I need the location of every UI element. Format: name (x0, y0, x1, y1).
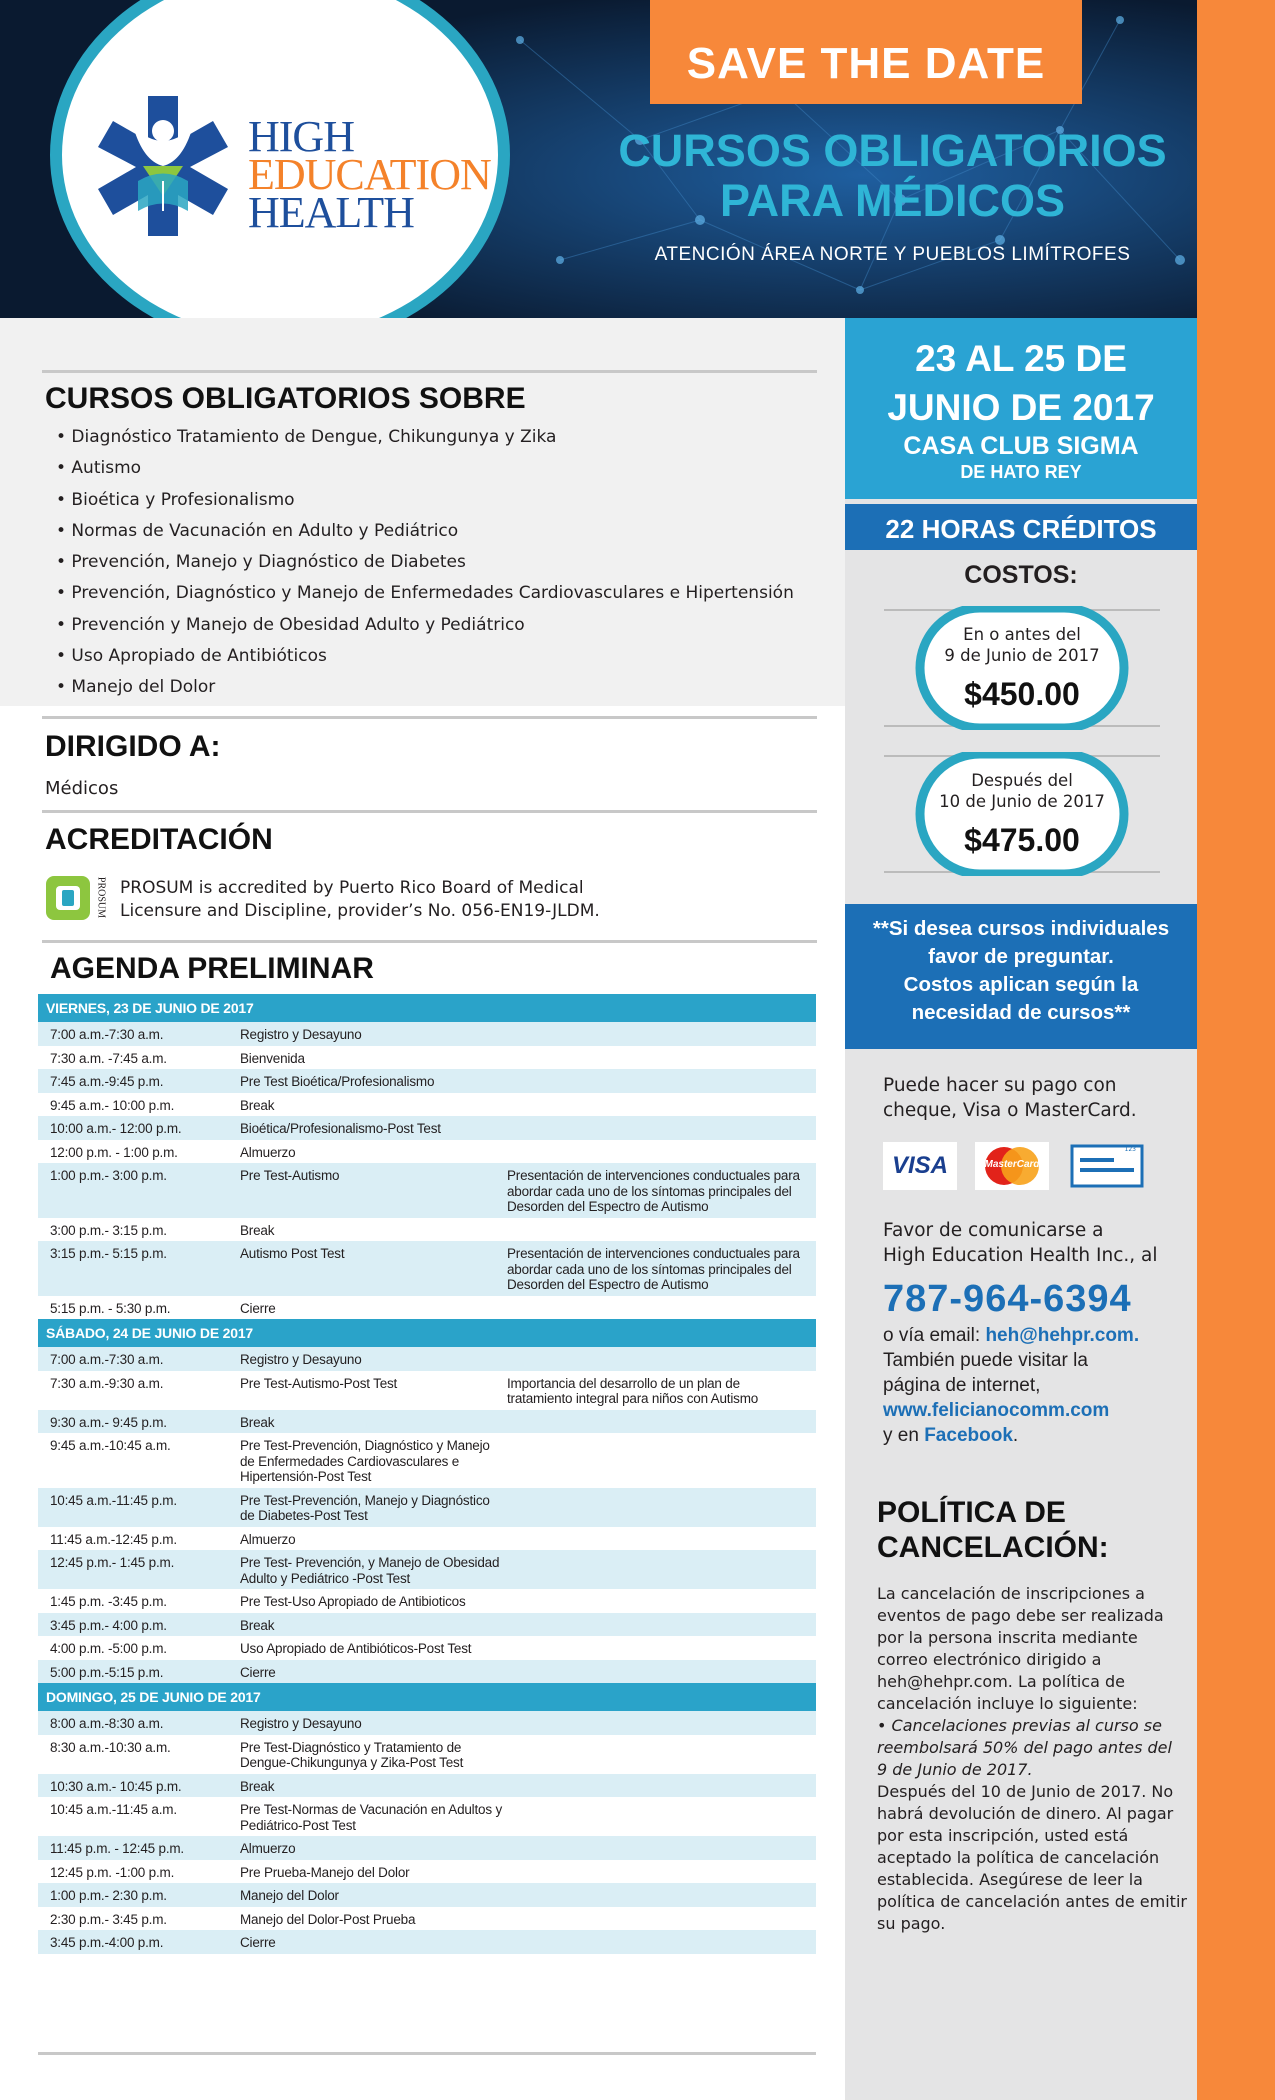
cancellation-policy (877, 1583, 1187, 1935)
list-item: • Diagnóstico Tratamiento de Dengue, Chikungunya y Zika (56, 427, 557, 447)
event-title (600, 126, 1185, 226)
agenda-time: 10:45 a.m.-11:45 p.m. (50, 1492, 177, 1508)
agenda-note (507, 1121, 807, 1137)
individual-note-line4: necesidad de cursos** (911, 1001, 1131, 1024)
agenda-activity: Pre Test-Uso Apropiado de Antibioticos (240, 1594, 466, 1609)
list-item: • Prevención, Diagnóstico y Manejo de Enfermedades Cardiovasculares e Hipertensión (56, 583, 794, 604)
agenda-note (507, 1912, 807, 1928)
agenda-note (507, 1740, 807, 1771)
agenda-time: 3:45 p.m.- 4:00 p.m. (50, 1617, 167, 1633)
agenda-activity: Almuerzo (240, 1531, 296, 1547)
individual-courses-note (845, 904, 1197, 1049)
agenda-note (507, 1415, 807, 1431)
visa-label: VISA (891, 1152, 948, 1179)
agenda-day-header: SÁBADO, 24 DE JUNIO DE 2017 (38, 1319, 816, 1347)
late-price-label2: 10 de Junio de 2017 (939, 792, 1105, 811)
early-price-label2: 9 de Junio de 2017 (944, 646, 1100, 665)
list-item: • Uso Apropiado de Antibióticos (56, 646, 327, 667)
logo-line-high: HIGH (248, 112, 354, 161)
visit-line1: También puede visitar la (883, 1350, 1088, 1371)
email-link[interactable]: heh@hehpr.com. (985, 1325, 1140, 1346)
agenda-note (507, 1841, 807, 1857)
event-date (845, 318, 1197, 432)
agenda-day-header: DOMINGO, 25 DE JUNIO DE 2017 (38, 1683, 816, 1711)
accreditation-line2: Licensure and Discipline, provider’s No. 056-EN19-JLDM. (120, 901, 600, 921)
agenda-row (38, 1241, 816, 1296)
agenda-time: 7:30 a.m.-9:30 a.m. (50, 1375, 164, 1391)
agenda-activity: Almuerzo (240, 1144, 296, 1160)
mastercard-icon (975, 1142, 1049, 1190)
contact-line1: Favor de comunicarse a (883, 1220, 1104, 1241)
agenda-row (38, 1488, 816, 1527)
agenda-note (507, 1532, 807, 1548)
prosum-logo-label: PROSUM (95, 876, 107, 919)
payment-line2: cheque, Visa o MasterCard. (883, 1100, 1137, 1121)
event-date-line2: JUNIO DE 2017 (887, 387, 1155, 428)
agenda-row (38, 1836, 816, 1860)
agenda-activity: Break (240, 1222, 275, 1238)
late-price-badge (884, 752, 1160, 876)
agenda-activity: Break (240, 1778, 275, 1794)
agenda-note (507, 1493, 807, 1524)
late-price-amount: $475.00 (964, 822, 1080, 858)
agenda-activity: Bienvenida (240, 1050, 305, 1066)
logo-line-health: HEALTH (248, 188, 414, 237)
individual-note-line1: **Si desea cursos individuales (872, 917, 1170, 940)
agenda-row (38, 1860, 816, 1884)
payment-line1: Puede hacer su pago con (883, 1075, 1117, 1096)
agenda-time: 10:00 a.m.- 12:00 p.m. (50, 1121, 182, 1136)
agenda-activity: Pre Test-Diagnóstico y Tratamiento de Dengue-Chikungunya y Zika-Post Test (240, 1739, 464, 1770)
agenda-activity: Cierre (240, 1300, 276, 1316)
agenda-note (507, 1098, 807, 1114)
medical-star-logo-icon (88, 96, 238, 236)
agenda-activity: Cierre (240, 1664, 276, 1680)
event-venue: CASA CLUB SIGMA (903, 432, 1139, 460)
agenda-row (38, 1410, 816, 1434)
agenda-day-header: VIERNES, 23 DE JUNIO DE 2017 (38, 994, 816, 1022)
agenda-activity: Pre Prueba-Manejo del Dolor (240, 1864, 410, 1880)
list-item: • Bioética y Profesionalismo (56, 489, 295, 510)
agenda-time: 7:00 a.m.-7:30 a.m. (50, 1027, 164, 1042)
contact-line2: High Education Health Inc., al (883, 1245, 1158, 1266)
agenda-title: AGENDA PRELIMINAR (50, 952, 374, 985)
agenda-activity: Bioética/Profesionalismo-Post Test (240, 1121, 441, 1136)
divider (38, 2052, 816, 2055)
agenda-note (507, 1223, 807, 1239)
agenda-activity: Registro y Desayuno (240, 1716, 362, 1731)
agenda-time: 3:00 p.m.- 3:15 p.m. (50, 1222, 167, 1238)
agenda-activity: Pre Test-Autismo-Post Test (240, 1375, 398, 1391)
agenda-note (507, 1779, 807, 1795)
agenda-time: 10:45 a.m.-11:45 a.m. (50, 1802, 177, 1817)
agenda-note (507, 1074, 807, 1090)
courses-title: CURSOS OBLIGATORIOS SOBRE (45, 382, 526, 415)
list-item: • Normas de Vacunación en Adulto y Pediátrico (56, 520, 459, 541)
agenda-time: 4:00 p.m. -5:00 p.m. (50, 1641, 167, 1656)
agenda-activity: Almuerzo (240, 1841, 296, 1856)
mastercard-label: MasterCard (984, 1159, 1040, 1170)
agenda-note (507, 1618, 807, 1634)
agenda-note (507, 1935, 807, 1951)
agenda-table (38, 994, 816, 1954)
accreditation-line1: PROSUM is accredited by Puerto Rico Board of Medical (120, 878, 584, 898)
check-number: 123 (1124, 1146, 1136, 1153)
acreditacion-title: ACREDITACIÓN (45, 823, 273, 856)
agenda-row (38, 1711, 816, 1735)
agenda-time: 12:00 p.m. - 1:00 p.m. (50, 1144, 178, 1160)
agenda-time: 11:45 a.m.-12:45 p.m. (50, 1531, 177, 1547)
divider (42, 716, 817, 719)
agenda-time: 3:45 p.m.-4:00 p.m. (50, 1935, 164, 1950)
agenda-row (38, 1660, 816, 1684)
agenda-activity: Uso Apropiado de Antibióticos-Post Test (240, 1641, 472, 1656)
agenda-time: 9:45 a.m.-10:45 a.m. (50, 1438, 171, 1453)
agenda-row (38, 1046, 816, 1070)
agenda-note (507, 1802, 807, 1833)
agenda-row (38, 1589, 816, 1613)
agenda-row (38, 1774, 816, 1798)
event-date-line1: 23 AL 25 DE (915, 338, 1127, 379)
agenda-time: 12:45 p.m. -1:00 p.m. (50, 1864, 175, 1880)
agenda-row (38, 1140, 816, 1164)
agenda-row (38, 1907, 816, 1931)
policy-paragraph: La cancelación de inscripciones a eventos de pago debe ser realizada por la persona inscrita mediante correo electrónico dirigido a heh@hehpr.com. La política de cancelación incluye lo siguiente: (877, 1584, 1164, 1713)
agenda-activity: Manejo del Dolor (240, 1888, 339, 1903)
agenda-row (38, 1636, 816, 1660)
agenda-row (38, 1022, 816, 1046)
date-box (845, 318, 1197, 499)
agenda-time: 1:45 p.m. -3:45 p.m. (50, 1594, 167, 1609)
orange-side-strip (1197, 0, 1275, 2100)
agenda-row (38, 1093, 816, 1117)
agenda-activity: Pre Test- Prevención, y Manejo de Obesidad Adulto y Pediátrico -Post Test (240, 1555, 500, 1586)
divider (42, 940, 817, 943)
agenda-activity: Break (240, 1617, 275, 1633)
agenda-row (38, 1296, 816, 1320)
agenda-note: Presentación de intervenciones conductuales para abordar cada uno de los síntomas principales del Desorden del Espectro de Autismo (507, 1168, 800, 1214)
event-subtitle: ATENCIÓN ÁREA NORTE Y PUEBLOS LIMÍTROFES (654, 244, 1131, 265)
agenda-row (38, 1613, 816, 1637)
agenda-time: 10:30 a.m.- 10:45 p.m. (50, 1778, 182, 1794)
agenda-time: 1:00 p.m.- 2:30 p.m. (50, 1888, 167, 1903)
list-item: • Prevención, Manejo y Diagnóstico de Diabetes (56, 552, 466, 573)
agenda-note (507, 1888, 807, 1904)
list-item: • Autismo (56, 458, 142, 479)
agenda-time: 5:00 p.m.-5:15 p.m. (50, 1664, 164, 1680)
save-the-date-banner: SAVE THE DATE (650, 0, 1082, 104)
early-price-badge (884, 606, 1160, 730)
check-icon (1070, 1142, 1144, 1190)
event-venue-location: DE HATO REY (960, 462, 1082, 482)
logo-wordmark (248, 112, 491, 237)
agenda-row (38, 1069, 816, 1093)
email-prefix: o vía email: (883, 1325, 986, 1346)
agenda-time: 1:00 p.m.- 3:00 p.m. (50, 1168, 167, 1183)
agenda-time: 7:45 a.m.-9:45 p.m. (50, 1074, 164, 1089)
agenda-note (507, 1352, 807, 1368)
late-price-label1: Después del (971, 771, 1073, 790)
agenda-row (38, 1433, 816, 1488)
agenda-activity: Manejo del Dolor-Post Prueba (240, 1911, 416, 1927)
agenda-activity: Registro y Desayuno (240, 1027, 362, 1042)
divider (42, 810, 817, 813)
agenda-activity: Autismo Post Test (240, 1246, 345, 1261)
agenda-time: 3:15 p.m.- 5:15 p.m. (50, 1246, 167, 1261)
cancellation-title-line2: CANCELACIÓN: (877, 1531, 1109, 1564)
contact-details (883, 1323, 1193, 1448)
agenda-time: 2:30 p.m.- 3:45 p.m. (50, 1911, 167, 1927)
agenda-time: 7:30 a.m. -7:45 a.m. (50, 1050, 167, 1066)
agenda-note (507, 1716, 807, 1732)
payment-text (883, 1073, 1183, 1123)
agenda-activity: Pre Test-Normas de Vacunación en Adultos y Pediátrico-Post Test (240, 1802, 502, 1833)
agenda-time: 12:45 p.m.- 1:45 p.m. (50, 1555, 175, 1570)
agenda-row (38, 1550, 816, 1589)
agenda-activity: Break (240, 1414, 275, 1430)
cancellation-title-line1: POLÍTICA DE (877, 1496, 1066, 1529)
individual-note-line2: favor de preguntar. (928, 945, 1114, 968)
early-price-amount: $450.00 (964, 676, 1080, 712)
agenda-note (507, 1301, 807, 1317)
agenda-activity: Pre Test-Prevención, Manejo y Diagnóstico de Diabetes-Post Test (240, 1492, 490, 1523)
agenda-note: Presentación de intervenciones conductuales para abordar cada uno de los síntomas principales del Desorden del Espectro de Autismo (507, 1246, 800, 1292)
divider (42, 370, 817, 373)
accreditation-text (120, 877, 620, 923)
list-item: • Manejo del Dolor (56, 677, 216, 698)
agenda-activity: Pre Test-Prevención, Diagnóstico y Manejo de Enfermedades Cardiovasculares e Hipertensión-Post Test (240, 1438, 490, 1484)
agenda-row (38, 1797, 816, 1836)
agenda-time: 7:00 a.m.-7:30 a.m. (50, 1352, 164, 1367)
agenda-note (507, 1145, 807, 1161)
policy-paragraph: Después del 10 de Junio de 2017. No habrá devolución de dinero. Al pagar por esta inscripción, usted está aceptado la política de cancelación establecida. Asegúrese de leer la política de cancelación antes de emitir su pago. (877, 1782, 1187, 1933)
agenda-row (38, 1347, 816, 1371)
agenda-note (507, 1665, 807, 1681)
agenda-time: 9:30 a.m.- 9:45 p.m. (50, 1414, 167, 1430)
individual-note-line3: Costos aplican según la (903, 973, 1139, 996)
agenda-row (38, 1163, 816, 1218)
agenda-note (507, 1438, 807, 1485)
agenda-row (38, 1527, 816, 1551)
agenda-note: Importancia del desarrollo de un plan de tratamiento integral para niños con Autismo (507, 1375, 759, 1406)
agenda-row (38, 1735, 816, 1774)
dirigido-text: Médicos (45, 778, 119, 799)
agenda-row (38, 1930, 816, 1954)
agenda-activity: Pre Test Bioética/Profesionalismo (240, 1074, 435, 1089)
agenda-note (507, 1865, 807, 1881)
facebook-link[interactable]: Facebook (924, 1425, 1013, 1446)
agenda-activity: Pre Test-Autismo (240, 1168, 340, 1183)
agenda-time: 9:45 a.m.- 10:00 p.m. (50, 1097, 175, 1113)
contact-intro (883, 1218, 1188, 1268)
agenda-note (507, 1641, 807, 1657)
event-title-line1: CURSOS OBLIGATORIOS (618, 125, 1167, 176)
visit-line2: página de internet, (883, 1375, 1041, 1396)
logo-line-education: EDUCATION (248, 150, 491, 199)
agenda-activity: Break (240, 1097, 275, 1113)
agenda-note (507, 1027, 807, 1043)
agenda-note (507, 1555, 807, 1586)
website-link[interactable]: www.felicianocomm.com (883, 1400, 1110, 1421)
phone-number[interactable]: 787-964-6394 (883, 1278, 1132, 1320)
agenda-note (507, 1594, 807, 1610)
early-price-label1: En o antes del (963, 625, 1081, 644)
agenda-time: 8:30 a.m.-10:30 a.m. (50, 1739, 171, 1755)
facebook-suffix: . (1012, 1425, 1019, 1446)
facebook-prefix: y en (883, 1425, 925, 1446)
prosum-logo (44, 874, 110, 924)
agenda-row (38, 1218, 816, 1242)
dirigido-title: DIRIGIDO A: (45, 730, 221, 763)
costs-title: COSTOS: (964, 561, 1078, 589)
agenda-note (507, 1051, 807, 1067)
cancellation-title (877, 1495, 1177, 1565)
visa-card-icon (883, 1142, 957, 1190)
event-title-line2: PARA MÉDICOS (719, 175, 1065, 226)
agenda-time: 11:45 p.m. - 12:45 p.m. (50, 1841, 184, 1856)
agenda-time: 8:00 a.m.-8:30 a.m. (50, 1716, 164, 1731)
agenda-activity: Registro y Desayuno (240, 1352, 362, 1367)
agenda-row (38, 1116, 816, 1140)
agenda-time: 5:15 p.m. - 5:30 p.m. (50, 1300, 171, 1316)
list-item: • Prevención y Manejo de Obesidad Adulto y Pediátrico (56, 614, 525, 635)
courses-list (56, 422, 794, 704)
credits-banner: 22 HORAS CRÉDITOS (845, 504, 1197, 550)
policy-refund-item: • Cancelaciones previas al curso se reembolsará 50% del pago antes del 9 de Junio de 2017. (877, 1716, 1172, 1779)
agenda-row (38, 1883, 816, 1907)
agenda-row (38, 1371, 816, 1410)
agenda-activity: Cierre (240, 1935, 276, 1950)
